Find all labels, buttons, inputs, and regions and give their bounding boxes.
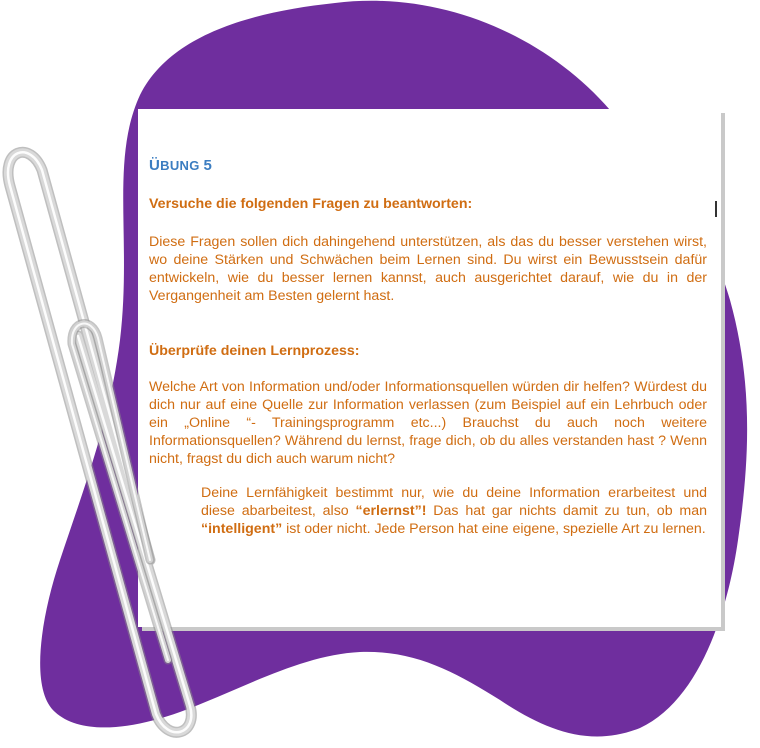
section-text: Welche Art von Information und/oder Informationsquellen würden dir helfen? Würdest du dich nur auf eine Quelle zur Information verlassen (zum Beispiel auf ein Lehrbuch oder ein „Online “- Trainingsprogramm etc...) Brauchst du auch noch weitere Informationsquellen? Während du lernst, frage dich, ob du alles verstanden hast ? Wenn nicht, fragst du dich auch warum nicht? [149, 379, 707, 467]
heading-initial: Ü [149, 157, 161, 174]
section-title: Überprüfe deinen Lernprozess: [149, 343, 360, 359]
intro-text: Diese Fragen sollen dich dahingehend unterstützen, als das du besser verstehen wirst, wo deine Stärken und Schwächen beim Lernen sind. Du wirst ein Bewusstsein dafür entwickeln, wie du besser lernen kannst, auch ausgerichtet darauf, wie du in der Vergangenheit am Besten gelernt hast. [149, 234, 707, 304]
note-part-2: Das hat gar nichts damit zu tun, ob man [426, 503, 707, 519]
intro-question: Versuche die folgenden Fragen zu beantworten: [149, 196, 473, 212]
heading-rest: BUNG [160, 158, 200, 173]
note-part-1: Deine Lernfähigkeit bestimmt nur, wie du deine Information erarbeitest und diese abarbeitest, also [201, 485, 707, 519]
note-part-3: ist oder nicht. Jede Person hat eine eigene, spezielle Art zu lernen. [282, 521, 706, 537]
note-bold-2: “intelligent” [201, 521, 283, 537]
heading-number: 5 [203, 157, 213, 174]
note-bold-1: “erlernst”! [355, 503, 427, 519]
